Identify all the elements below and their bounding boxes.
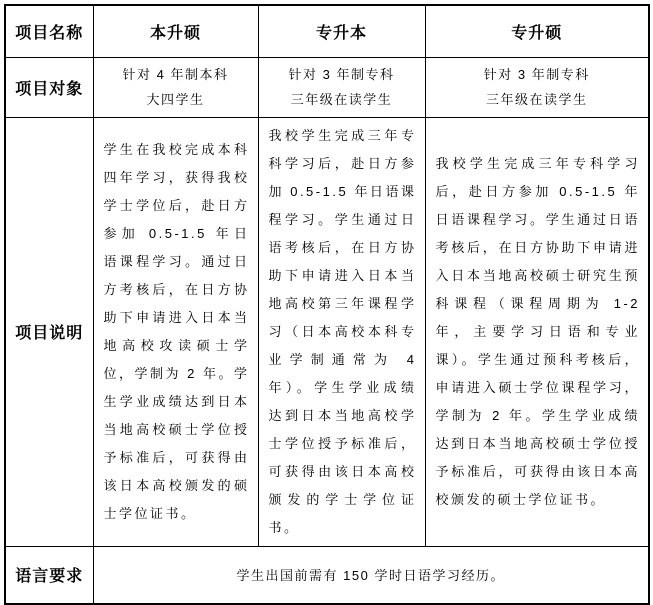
- description-cell-1: [93, 117, 258, 546]
- target-cell-3: [425, 57, 649, 117]
- table-row-header: [5, 5, 649, 57]
- header-program-benshengshuo: 本升硕: [93, 5, 258, 57]
- target-cell-1-line2: 大四学生: [146, 92, 205, 107]
- description-text-2: 我校学生完成三年专科学习后，赴日方参加 0.5-1.5 年日语课程学习。学生通过日语考核后，在日方协助下申请进入日本当地高校第三年课程学习（日本高校本科专业学制通常为 4 年）。学生学业成绩达到日本当地高校学士学位授予标准后，可获得由该日本高校颁发的学士学位证书。: [268, 127, 417, 535]
- description-row-label: 项目说明: [5, 117, 93, 546]
- target-cell-2: [258, 57, 425, 117]
- target-cell-3-line1: 针对 3 年制专科: [483, 67, 590, 82]
- description-cell-2: [258, 117, 425, 546]
- target-cell-3-line2: 三年级在读学生: [485, 92, 588, 107]
- table-row-target: [5, 57, 649, 117]
- target-cell-1: [93, 57, 258, 117]
- description-text-1: 学生在我校完成本科四年学习，获得我校学士学位后，赴日方参加 0.5-1.5 年日语课程学习。通过日方考核后，在日方协助下申请进入日本当地高校攻读硕士学位，学制为 2 年。学生学业成绩达到日本当地高校硕士学位授予标准后，可获得由该日本高校颁发的硕士学位证书。: [103, 141, 250, 521]
- language-row-label: 语言要求: [5, 546, 93, 604]
- header-program-zhuanshengben: 专升本: [258, 5, 425, 57]
- description-text-3: 我校学生完成三年专科学习后，赴日方参加 0.5-1.5 年日语课程学习。学生通过日语考核后，在日方协助下申请进入日本当地高校硕士研究生预科课程（课程周期为 1-2 年，主要学习日语和专业课）。学生通过预科考核后，申请进入硕士学位课程学习，学制为 2 年。学生学业成绩达到日本当地高校硕士学位授予标准后，可获得由该日本高校颁发的硕士学位证书。: [435, 155, 640, 507]
- target-cell-2-line1: 针对 3 年制专科: [288, 67, 395, 82]
- table-row-language: [5, 546, 649, 604]
- table-row-description: [5, 117, 649, 546]
- target-cell-1-line1: 针对 4 年制本科: [122, 67, 229, 82]
- program-comparison-table: [4, 4, 650, 605]
- target-row-label: 项目对象: [5, 57, 93, 117]
- target-cell-2-line2: 三年级在读学生: [290, 92, 393, 107]
- header-name-label: 项目名称: [5, 5, 93, 57]
- header-program-zhuanshengshuo: 专升硕: [425, 5, 649, 57]
- description-cell-3: [425, 117, 649, 546]
- language-requirement-text: 学生出国前需有 150 学时日语学习经历。: [93, 546, 649, 604]
